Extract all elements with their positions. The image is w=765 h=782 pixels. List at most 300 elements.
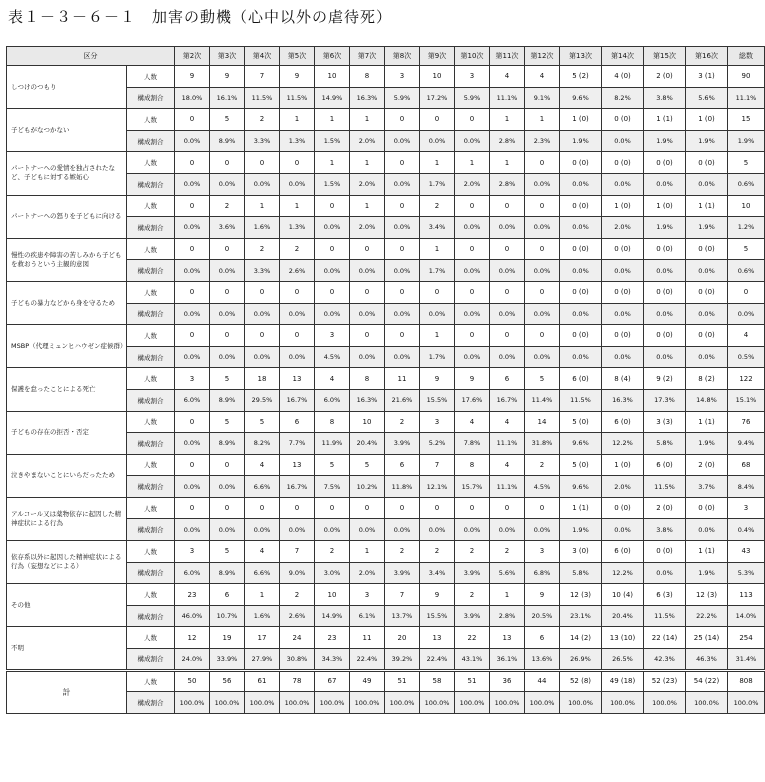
ratio-cell: 1.9%: [560, 130, 602, 152]
count-cell: 17: [245, 627, 280, 649]
count-cell: 1: [350, 109, 385, 131]
ratio-cell: 1.2%: [728, 217, 765, 239]
count-cell: 2: [315, 541, 350, 563]
count-cell: 6: [210, 584, 245, 606]
count-cell: 0 (0): [602, 325, 644, 347]
count-cell: 1: [490, 109, 525, 131]
count-cell: 7: [420, 454, 455, 476]
sub-label-count: 人数: [127, 541, 175, 563]
ratio-cell: 0.0%: [525, 260, 560, 282]
ratio-cell: 20.5%: [525, 605, 560, 627]
sub-label-ratio: 構成割合: [127, 87, 175, 109]
ratio-cell: 11.5%: [245, 87, 280, 109]
ratio-cell: 0.0%: [350, 519, 385, 541]
header-period: 第12次: [525, 47, 560, 66]
count-cell: 1 (1): [644, 109, 686, 131]
ratio-cell: 0.0%: [686, 260, 728, 282]
ratio-cell: 0.0%: [686, 173, 728, 195]
count-cell: 22: [455, 627, 490, 649]
count-cell: 1: [420, 152, 455, 174]
count-cell: 10 (4): [602, 584, 644, 606]
ratio-cell: 0.0%: [525, 217, 560, 239]
count-cell: 4 (0): [602, 66, 644, 88]
count-cell: 8: [455, 454, 490, 476]
count-cell: 0 (0): [560, 152, 602, 174]
ratio-cell: 100.0%: [644, 692, 686, 714]
ratio-cell: 0.5%: [728, 346, 765, 368]
ratio-cell: 100.0%: [602, 692, 644, 714]
count-cell: 0: [455, 195, 490, 217]
ratio-cell: 4.5%: [315, 346, 350, 368]
count-cell: 50: [175, 670, 210, 692]
count-cell: 2 (0): [644, 66, 686, 88]
sub-label-ratio: 構成割合: [127, 346, 175, 368]
count-cell: 36: [490, 670, 525, 692]
ratio-cell: 0.0%: [644, 346, 686, 368]
count-cell: 49: [350, 670, 385, 692]
count-cell: 0 (0): [644, 325, 686, 347]
count-row: [7, 584, 765, 606]
count-cell: 5: [210, 541, 245, 563]
count-cell: 18: [245, 368, 280, 390]
count-cell: 0: [490, 325, 525, 347]
category-label: 慢性の疾患や障害の苦しみから子どもを救おうという主観的意図: [7, 238, 127, 281]
count-cell: 10: [315, 584, 350, 606]
category-label: 子どもの暴力などから身を守るため: [7, 281, 127, 324]
ratio-cell: 15.5%: [420, 605, 455, 627]
count-cell: 13: [420, 627, 455, 649]
count-cell: 808: [728, 670, 765, 692]
count-cell: 2: [420, 195, 455, 217]
count-cell: 9: [420, 368, 455, 390]
count-row: [7, 195, 765, 217]
count-cell: 3: [455, 66, 490, 88]
sub-label-ratio: 構成割合: [127, 605, 175, 627]
count-cell: 0: [280, 152, 315, 174]
ratio-cell: 24.0%: [175, 649, 210, 671]
sub-label-count: 人数: [127, 152, 175, 174]
ratio-cell: 1.7%: [420, 346, 455, 368]
ratio-cell: 0.0%: [245, 303, 280, 325]
count-cell: 0: [385, 325, 420, 347]
count-cell: 9: [455, 368, 490, 390]
count-cell: 0: [490, 195, 525, 217]
header-period: 第7次: [350, 47, 385, 66]
count-cell: 6: [490, 368, 525, 390]
count-cell: 6 (3): [644, 584, 686, 606]
ratio-cell: 3.6%: [210, 217, 245, 239]
ratio-cell: 3.9%: [385, 562, 420, 584]
count-cell: 1: [350, 152, 385, 174]
ratio-cell: 0.0%: [644, 260, 686, 282]
ratio-cell: 14.8%: [686, 389, 728, 411]
count-cell: 0: [385, 281, 420, 303]
ratio-cell: 0.0%: [175, 173, 210, 195]
count-row: [7, 670, 765, 692]
count-cell: 13: [490, 627, 525, 649]
ratio-cell: 2.8%: [490, 130, 525, 152]
count-cell: 0: [175, 109, 210, 131]
count-cell: 5: [210, 411, 245, 433]
ratio-cell: 3.0%: [315, 562, 350, 584]
sub-label-count: 人数: [127, 325, 175, 347]
count-cell: 0: [210, 497, 245, 519]
count-cell: 0: [385, 497, 420, 519]
ratio-cell: 0.6%: [728, 260, 765, 282]
ratio-cell: 5.6%: [686, 87, 728, 109]
count-cell: 51: [455, 670, 490, 692]
count-cell: 0: [245, 281, 280, 303]
count-cell: 0: [350, 497, 385, 519]
ratio-cell: 0.0%: [686, 519, 728, 541]
ratio-cell: 11.5%: [644, 605, 686, 627]
count-cell: 44: [525, 670, 560, 692]
ratio-cell: 0.0%: [602, 260, 644, 282]
count-cell: 19: [210, 627, 245, 649]
count-cell: 3 (3): [644, 411, 686, 433]
ratio-cell: 0.0%: [490, 519, 525, 541]
count-cell: 0 (0): [686, 281, 728, 303]
ratio-cell: 1.7%: [420, 173, 455, 195]
count-cell: 1: [350, 195, 385, 217]
ratio-cell: 0.0%: [280, 303, 315, 325]
count-cell: 0: [280, 497, 315, 519]
ratio-cell: 14.0%: [728, 605, 765, 627]
sub-label-ratio: 構成割合: [127, 649, 175, 671]
count-cell: 113: [728, 584, 765, 606]
count-cell: 9: [210, 66, 245, 88]
count-cell: 0: [490, 497, 525, 519]
ratio-cell: 15.5%: [420, 389, 455, 411]
ratio-cell: 5.8%: [644, 433, 686, 455]
ratio-cell: 0.0%: [602, 346, 644, 368]
header-period: 第15次: [644, 47, 686, 66]
ratio-cell: 11.5%: [560, 389, 602, 411]
ratio-cell: 7.8%: [455, 433, 490, 455]
count-cell: 9: [280, 66, 315, 88]
count-cell: 25 (14): [686, 627, 728, 649]
count-cell: 0: [385, 238, 420, 260]
page-title: 表１－３－６－１ 加害の動機（心中以外の虐待死）: [8, 8, 393, 26]
ratio-cell: 11.5%: [280, 87, 315, 109]
ratio-cell: 46.3%: [686, 649, 728, 671]
ratio-cell: 0.0%: [644, 303, 686, 325]
ratio-cell: 0.0%: [175, 217, 210, 239]
header-period: 第5次: [280, 47, 315, 66]
ratio-cell: 0.0%: [385, 346, 420, 368]
count-cell: 1 (1): [686, 541, 728, 563]
count-cell: 58: [420, 670, 455, 692]
ratio-cell: 0.0%: [210, 476, 245, 498]
header-period: 第13次: [560, 47, 602, 66]
header-period: 第10次: [455, 47, 490, 66]
count-cell: 0 (0): [560, 238, 602, 260]
count-cell: 8 (4): [602, 368, 644, 390]
sub-label-ratio: 構成割合: [127, 562, 175, 584]
count-cell: 0 (0): [602, 497, 644, 519]
sub-label-count: 人数: [127, 627, 175, 649]
ratio-cell: 0.0%: [490, 217, 525, 239]
category-label: 依存系以外に起因した精神症状による行為（妄想などによる）: [7, 541, 127, 584]
ratio-cell: 1.7%: [420, 260, 455, 282]
count-cell: 1: [315, 109, 350, 131]
count-cell: 10: [728, 195, 765, 217]
ratio-cell: 100.0%: [420, 692, 455, 714]
count-cell: 0: [175, 325, 210, 347]
count-cell: 0: [315, 195, 350, 217]
count-cell: 4: [245, 454, 280, 476]
count-cell: 61: [245, 670, 280, 692]
ratio-cell: 14.9%: [315, 87, 350, 109]
ratio-cell: 2.0%: [602, 217, 644, 239]
ratio-cell: 5.8%: [560, 562, 602, 584]
count-row: [7, 66, 765, 88]
count-cell: 0: [525, 497, 560, 519]
count-cell: 6 (0): [560, 368, 602, 390]
count-cell: 11: [385, 368, 420, 390]
ratio-cell: 0.0%: [245, 173, 280, 195]
count-cell: 2: [455, 541, 490, 563]
ratio-cell: 100.0%: [560, 692, 602, 714]
count-cell: 2: [245, 109, 280, 131]
ratio-cell: 16.3%: [602, 389, 644, 411]
count-row: [7, 368, 765, 390]
count-cell: 3: [350, 584, 385, 606]
ratio-cell: 0.0%: [420, 303, 455, 325]
count-cell: 13: [280, 368, 315, 390]
count-cell: 0: [245, 152, 280, 174]
sub-label-ratio: 構成割合: [127, 173, 175, 195]
ratio-cell: 1.9%: [686, 130, 728, 152]
ratio-cell: 0.0%: [490, 260, 525, 282]
ratio-cell: 2.0%: [602, 476, 644, 498]
count-cell: 1: [245, 195, 280, 217]
count-cell: 11: [350, 627, 385, 649]
count-cell: 0 (0): [560, 281, 602, 303]
ratio-cell: 2.0%: [350, 130, 385, 152]
header-period: 第6次: [315, 47, 350, 66]
ratio-cell: 8.9%: [210, 389, 245, 411]
count-cell: 49 (18): [602, 670, 644, 692]
ratio-cell: 0.0%: [245, 346, 280, 368]
count-cell: 13: [280, 454, 315, 476]
sub-label-count: 人数: [127, 109, 175, 131]
count-cell: 54 (22): [686, 670, 728, 692]
ratio-cell: 0.6%: [728, 173, 765, 195]
count-cell: 14 (2): [560, 627, 602, 649]
ratio-cell: 0.0%: [385, 260, 420, 282]
ratio-cell: 9.6%: [560, 433, 602, 455]
ratio-cell: 0.0%: [525, 519, 560, 541]
ratio-cell: 1.9%: [644, 130, 686, 152]
count-cell: 0: [490, 238, 525, 260]
ratio-cell: 0.0%: [560, 303, 602, 325]
ratio-cell: 0.0%: [210, 173, 245, 195]
count-cell: 0: [350, 281, 385, 303]
count-cell: 23: [175, 584, 210, 606]
ratio-cell: 33.9%: [210, 649, 245, 671]
count-row: [7, 497, 765, 519]
count-cell: 9 (2): [644, 368, 686, 390]
ratio-cell: 0.4%: [728, 519, 765, 541]
count-cell: 4: [245, 541, 280, 563]
ratio-cell: 0.0%: [455, 303, 490, 325]
count-cell: 6 (0): [644, 454, 686, 476]
ratio-cell: 42.3%: [644, 649, 686, 671]
header-period: 第16次: [686, 47, 728, 66]
ratio-cell: 0.0%: [385, 303, 420, 325]
ratio-cell: 0.0%: [455, 217, 490, 239]
ratio-cell: 100.0%: [490, 692, 525, 714]
count-cell: 0 (0): [560, 195, 602, 217]
header-period: 総数: [728, 47, 765, 66]
ratio-cell: 16.3%: [350, 389, 385, 411]
count-cell: 0: [210, 454, 245, 476]
ratio-cell: 4.5%: [525, 476, 560, 498]
category-label: 不明: [7, 627, 127, 670]
ratio-cell: 26.5%: [602, 649, 644, 671]
ratio-cell: 12.1%: [420, 476, 455, 498]
count-cell: 0: [210, 238, 245, 260]
ratio-cell: 100.0%: [175, 692, 210, 714]
ratio-cell: 100.0%: [350, 692, 385, 714]
ratio-cell: 3.3%: [245, 260, 280, 282]
ratio-cell: 0.0%: [280, 173, 315, 195]
ratio-cell: 29.5%: [245, 389, 280, 411]
count-cell: 2: [525, 454, 560, 476]
ratio-cell: 0.0%: [315, 260, 350, 282]
count-cell: 4: [490, 454, 525, 476]
ratio-cell: 12.2%: [602, 562, 644, 584]
ratio-cell: 23.1%: [560, 605, 602, 627]
count-cell: 2 (0): [644, 497, 686, 519]
count-cell: 1: [350, 541, 385, 563]
sub-label-ratio: 構成割合: [127, 433, 175, 455]
count-cell: 22 (14): [644, 627, 686, 649]
ratio-cell: 17.6%: [455, 389, 490, 411]
header-period: 第4次: [245, 47, 280, 66]
ratio-cell: 36.1%: [490, 649, 525, 671]
ratio-cell: 0.0%: [210, 303, 245, 325]
count-cell: 5: [350, 454, 385, 476]
count-cell: 4: [315, 368, 350, 390]
count-cell: 0: [490, 281, 525, 303]
ratio-cell: 0.0%: [602, 173, 644, 195]
ratio-cell: 0.0%: [420, 130, 455, 152]
ratio-cell: 2.8%: [490, 173, 525, 195]
ratio-cell: 16.3%: [350, 87, 385, 109]
count-cell: 3: [315, 325, 350, 347]
sub-label-count: 人数: [127, 281, 175, 303]
ratio-cell: 14.9%: [315, 605, 350, 627]
ratio-cell: 11.1%: [490, 476, 525, 498]
count-cell: 2: [455, 584, 490, 606]
ratio-cell: 0.0%: [175, 519, 210, 541]
ratio-cell: 31.8%: [525, 433, 560, 455]
count-cell: 8: [350, 66, 385, 88]
ratio-cell: 2.6%: [280, 605, 315, 627]
count-cell: 5: [728, 152, 765, 174]
ratio-cell: 31.4%: [728, 649, 765, 671]
ratio-cell: 15.7%: [455, 476, 490, 498]
count-cell: 0 (0): [602, 152, 644, 174]
count-cell: 0: [210, 152, 245, 174]
ratio-cell: 3.4%: [420, 562, 455, 584]
count-cell: 2 (0): [686, 454, 728, 476]
ratio-cell: 0.0%: [560, 260, 602, 282]
ratio-cell: 0.0%: [385, 173, 420, 195]
count-cell: 0: [175, 281, 210, 303]
count-cell: 20: [385, 627, 420, 649]
count-cell: 23: [315, 627, 350, 649]
count-cell: 13 (10): [602, 627, 644, 649]
count-cell: 8: [350, 368, 385, 390]
count-cell: 1: [490, 152, 525, 174]
count-cell: 0: [455, 238, 490, 260]
count-cell: 1: [280, 109, 315, 131]
ratio-cell: 0.0%: [525, 173, 560, 195]
ratio-cell: 0.0%: [210, 260, 245, 282]
count-cell: 0: [245, 325, 280, 347]
count-cell: 4: [728, 325, 765, 347]
count-cell: 0 (0): [602, 238, 644, 260]
ratio-cell: 0.0%: [350, 303, 385, 325]
count-cell: 0: [525, 152, 560, 174]
ratio-cell: 100.0%: [455, 692, 490, 714]
ratio-cell: 6.0%: [175, 389, 210, 411]
ratio-cell: 1.9%: [728, 130, 765, 152]
count-cell: 1: [455, 152, 490, 174]
sub-label-ratio: 構成割合: [127, 303, 175, 325]
count-cell: 0 (0): [686, 325, 728, 347]
count-cell: 6: [280, 411, 315, 433]
ratio-cell: 2.0%: [455, 173, 490, 195]
ratio-cell: 0.0%: [315, 519, 350, 541]
table-body: [7, 66, 765, 671]
sub-label-ratio: 構成割合: [127, 260, 175, 282]
sub-label-count: 人数: [127, 454, 175, 476]
category-label: 子どもの存在の拒否・否定: [7, 411, 127, 454]
ratio-cell: 8.2%: [602, 87, 644, 109]
ratio-cell: 0.0%: [455, 346, 490, 368]
ratio-cell: 100.0%: [525, 692, 560, 714]
ratio-cell: 0.0%: [728, 303, 765, 325]
ratio-cell: 11.5%: [644, 476, 686, 498]
count-cell: 9: [420, 584, 455, 606]
ratio-cell: 0.0%: [602, 303, 644, 325]
ratio-cell: 0.0%: [175, 433, 210, 455]
count-cell: 0: [420, 497, 455, 519]
count-cell: 5 (0): [560, 411, 602, 433]
count-row: [7, 238, 765, 260]
ratio-cell: 16.7%: [490, 389, 525, 411]
count-cell: 0 (0): [644, 238, 686, 260]
ratio-cell: 2.0%: [350, 173, 385, 195]
category-label: MSBP（代理ミュンヒハウゼン症候群）: [7, 325, 127, 368]
count-cell: 0: [175, 411, 210, 433]
count-cell: 0: [455, 497, 490, 519]
ratio-cell: 20.4%: [350, 433, 385, 455]
ratio-cell: 0.0%: [560, 346, 602, 368]
sub-label-ratio: 構成割合: [127, 519, 175, 541]
count-cell: 8 (2): [686, 368, 728, 390]
count-row: [7, 627, 765, 649]
ratio-cell: 0.0%: [525, 303, 560, 325]
ratio-cell: 6.1%: [350, 605, 385, 627]
ratio-cell: 5.9%: [385, 87, 420, 109]
count-cell: 5: [210, 109, 245, 131]
ratio-cell: 0.0%: [644, 173, 686, 195]
